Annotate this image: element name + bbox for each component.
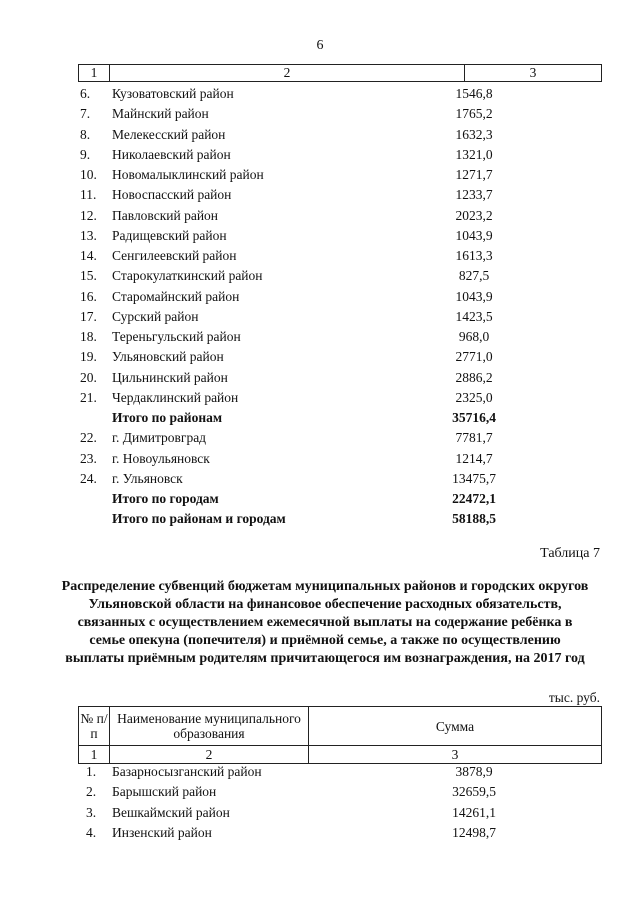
row-name: Майнский район bbox=[112, 106, 209, 122]
row-number: 14. bbox=[80, 248, 97, 263]
units-label: тыс. руб. bbox=[548, 690, 600, 705]
row-number: 11. bbox=[80, 187, 97, 203]
row-name: Итого по районам и городам bbox=[112, 511, 286, 527]
table6-col-1: 1 bbox=[90, 65, 98, 80]
table-row bbox=[0, 327, 640, 347]
row-number: 6. bbox=[80, 86, 91, 101]
row-value: 827,5 bbox=[458, 268, 490, 284]
row-name: Новоспасский район bbox=[112, 187, 232, 203]
table-row bbox=[0, 185, 640, 205]
row-value: 1765,2 bbox=[455, 106, 493, 122]
row-value: 3878,9 bbox=[455, 764, 493, 779]
table7-title: Распределение субвенций бюджетам муниципальных районов и городских округов Ульяновской области на финансовое обеспечение расходных обязательств, связанных с осуществлением ежемесячной выплаты на содержание ребёнка в семье опекуна (попечителя) и приёмной семье, а также по осуществлению выплаты приёмным родителям причитающегося им вознаграждения, на 2017 год bbox=[61, 579, 589, 666]
table7-label: Таблица 7 bbox=[540, 546, 600, 561]
table-row bbox=[0, 428, 640, 448]
row-name: Итого по районам bbox=[112, 410, 223, 425]
row-number: 2. bbox=[86, 784, 97, 800]
row-name: г. Димитровград bbox=[112, 430, 207, 446]
row-number: 16. bbox=[80, 288, 97, 304]
row-value: 1043,9 bbox=[455, 288, 493, 304]
row-number: 17. bbox=[80, 308, 97, 324]
row-number: 20. bbox=[80, 369, 97, 385]
row-number: 10. bbox=[80, 167, 97, 182]
table7-header-row bbox=[79, 707, 601, 746]
row-name: Павловский район bbox=[112, 207, 219, 223]
row-value: 2325,0 bbox=[455, 389, 493, 405]
row-name: Сурский район bbox=[112, 308, 199, 324]
table7-column-numbers bbox=[79, 746, 601, 763]
table-row bbox=[0, 782, 640, 802]
table-row bbox=[0, 165, 640, 185]
table-row bbox=[0, 449, 640, 469]
table-row bbox=[0, 266, 640, 286]
row-name: Новомалыклинский район bbox=[112, 167, 264, 182]
row-name: Мелекесский район bbox=[112, 126, 226, 142]
table-row bbox=[0, 104, 640, 124]
column-header-sum: Сумма bbox=[435, 718, 475, 734]
row-value: 2886,2 bbox=[455, 369, 493, 385]
row-number: 24. bbox=[80, 470, 97, 486]
row-name: Инзенский район bbox=[112, 824, 212, 840]
row-name: Николаевский район bbox=[112, 146, 231, 162]
row-number: 7. bbox=[80, 106, 91, 122]
table-row bbox=[0, 469, 640, 489]
row-name: Сенгилеевский район bbox=[112, 248, 237, 263]
table-row bbox=[0, 803, 640, 823]
row-name: Барышский район bbox=[112, 784, 217, 800]
page-number: 6 bbox=[316, 38, 324, 53]
row-value: 1271,7 bbox=[455, 167, 493, 182]
row-number: 9. bbox=[80, 146, 91, 162]
row-value: 968,0 bbox=[458, 329, 490, 344]
row-name: Ульяновский район bbox=[112, 349, 224, 365]
row-value: 2023,2 bbox=[455, 207, 493, 223]
row-number: 3. bbox=[86, 804, 97, 820]
row-name: Старомайнский район bbox=[112, 288, 240, 304]
row-value: 1613,3 bbox=[455, 248, 493, 263]
row-value: 35716,4 bbox=[452, 410, 496, 425]
row-value: 12498,7 bbox=[452, 824, 496, 840]
table-row bbox=[0, 347, 640, 367]
table-row bbox=[0, 206, 640, 226]
row-value: 1321,0 bbox=[455, 146, 493, 162]
row-value: 2771,0 bbox=[455, 349, 493, 365]
row-value: 58188,5 bbox=[452, 511, 496, 527]
table-row bbox=[0, 388, 640, 408]
table-row bbox=[0, 762, 640, 782]
row-number: 21. bbox=[80, 389, 97, 405]
total-row bbox=[0, 489, 640, 509]
row-value: 7781,7 bbox=[455, 430, 493, 446]
row-number: 18. bbox=[80, 329, 97, 344]
table-row bbox=[0, 823, 640, 843]
row-value: 32659,5 bbox=[452, 784, 496, 800]
column-header-name: Наименование муниципального образования bbox=[117, 711, 301, 741]
table-row bbox=[0, 226, 640, 246]
row-name: г. Новоульяновск bbox=[112, 450, 210, 466]
row-number: 12. bbox=[80, 207, 97, 223]
row-name: Чердаклинский район bbox=[112, 389, 239, 405]
row-value: 13475,7 bbox=[452, 470, 496, 486]
col-number-2: 2 bbox=[205, 747, 213, 762]
row-number: 23. bbox=[80, 450, 97, 466]
row-name: Базарносызганский район bbox=[112, 764, 262, 779]
row-name: Итого по городам bbox=[112, 491, 219, 506]
table6-col-3: 3 bbox=[529, 65, 537, 80]
table-row bbox=[0, 287, 640, 307]
row-number: 13. bbox=[80, 227, 97, 243]
row-value: 1632,3 bbox=[455, 126, 493, 142]
table-row bbox=[0, 307, 640, 327]
row-value: 1043,9 bbox=[455, 227, 493, 243]
table6-col-2: 2 bbox=[283, 65, 291, 80]
row-number: 22. bbox=[80, 430, 97, 446]
table-row bbox=[0, 145, 640, 165]
row-name: Цильнинский район bbox=[112, 369, 228, 385]
row-name: Вешкаймский район bbox=[112, 804, 230, 820]
row-value: 1423,5 bbox=[455, 308, 493, 324]
row-value: 14261,1 bbox=[452, 804, 496, 820]
total-row bbox=[0, 509, 640, 529]
col-number-1: 1 bbox=[90, 747, 98, 762]
col-number-3: 3 bbox=[451, 747, 459, 762]
row-value: 1233,7 bbox=[455, 187, 493, 203]
row-value: 1214,7 bbox=[455, 450, 493, 466]
row-number: 19. bbox=[80, 349, 97, 365]
table7-header bbox=[78, 706, 602, 764]
column-header-num: № п/п bbox=[80, 711, 108, 741]
table-row bbox=[0, 84, 640, 104]
row-name: Кузоватовский район bbox=[112, 86, 234, 101]
table-row bbox=[0, 125, 640, 145]
total-row bbox=[0, 408, 640, 428]
row-number: 4. bbox=[86, 824, 97, 840]
table6-header-row bbox=[78, 64, 602, 82]
row-name: Тереньгульский район bbox=[112, 329, 241, 344]
table-row bbox=[0, 246, 640, 266]
row-value: 1546,8 bbox=[455, 86, 493, 101]
row-value: 22472,1 bbox=[452, 491, 496, 506]
table-row bbox=[0, 368, 640, 388]
row-name: г. Ульяновск bbox=[112, 470, 183, 486]
row-number: 8. bbox=[80, 126, 91, 142]
row-number: 1. bbox=[86, 764, 97, 779]
row-number: 15. bbox=[80, 268, 97, 284]
row-name: Радищевский район bbox=[112, 227, 227, 243]
row-name: Старокулаткинский район bbox=[112, 268, 263, 284]
